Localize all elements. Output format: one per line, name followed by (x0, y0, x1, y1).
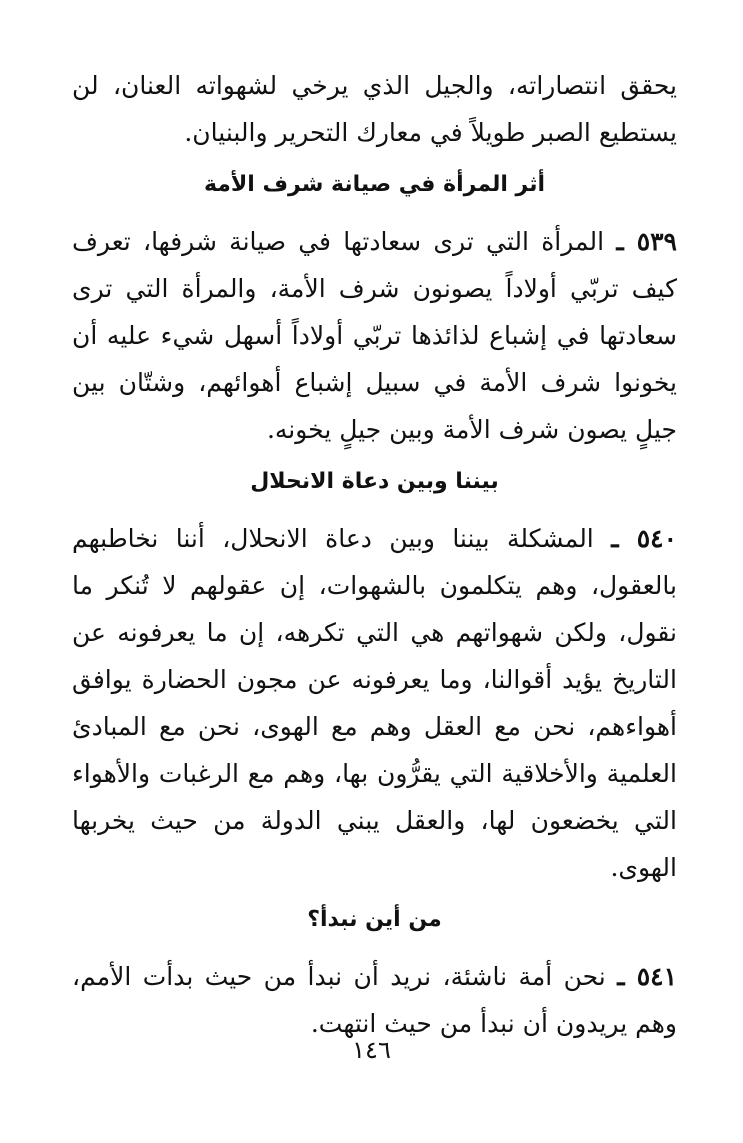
paragraph-number-540: ٥٤٠ ـ (611, 524, 678, 553)
section-heading-1: أثر المرأة في صيانة شرف الأمة (203, 172, 546, 197)
paragraph-539 (72, 218, 677, 453)
paragraph-541 (72, 953, 677, 1047)
paragraph-number-541: ٥٤١ ـ (617, 962, 678, 991)
paragraph-text-541: نحن أمة ناشئة، نريد أن نبدأ من حيث بدأت الأمم، وهم يريدون أن نبدأ من حيث انتهت. (72, 962, 677, 1038)
paragraph-number-539: ٥٣٩ ـ (616, 227, 677, 256)
page-content (72, 62, 677, 1047)
page-number: ١٤٦ (352, 1036, 391, 1064)
section-heading-3: من أين نبدأ؟ (307, 907, 442, 932)
paragraph-text-540: المشكلة بيننا وبين دعاة الانحلال، أننا نخاطبهم بالعقول، وهم يتكلمون بالشهوات، إن عقولهم لا تُنكر ما نقول، ولكن شهواتهم هي التي تكرهه، إن ما يعرفونه عن التاريخ يؤيد أقوالنا، وما يعرفونه عن مجون الحضارة يوافق أهواءهم، نحن مع العقل وهم مع الهوى، نحن مع المبادئ العلمية والأخلاقية التي يقرُّون بها، وهم مع الرغبات والأهواء التي يخضعون لها، والعقل يبني الدولة من حيث يخربها الهوى. (72, 524, 677, 882)
section-heading-2: بيننا وبين دعاة الانحلال (250, 469, 499, 494)
intro-paragraph: يحقق انتصاراته، والجيل الذي يرخي لشهواته العنان، لن يستطيع الصبر طويلاً في معارك التحرير والبنيان. (72, 71, 677, 147)
paragraph-540 (72, 515, 677, 891)
paragraph-text-539: المرأة التي ترى سعادتها في صيانة شرفها، تعرف كيف تربّي أولاداً يصونون شرف الأمة، والمرأة التي ترى سعادتها في إشباع لذائذها تربّي أولاداً أسهل شيء عليه أن يخونوا شرف الأمة في سبيل إشباع أهوائهم، وشتّان بين جيلٍ يصون شرف الأمة وبين جيلٍ يخونه. (72, 227, 677, 444)
